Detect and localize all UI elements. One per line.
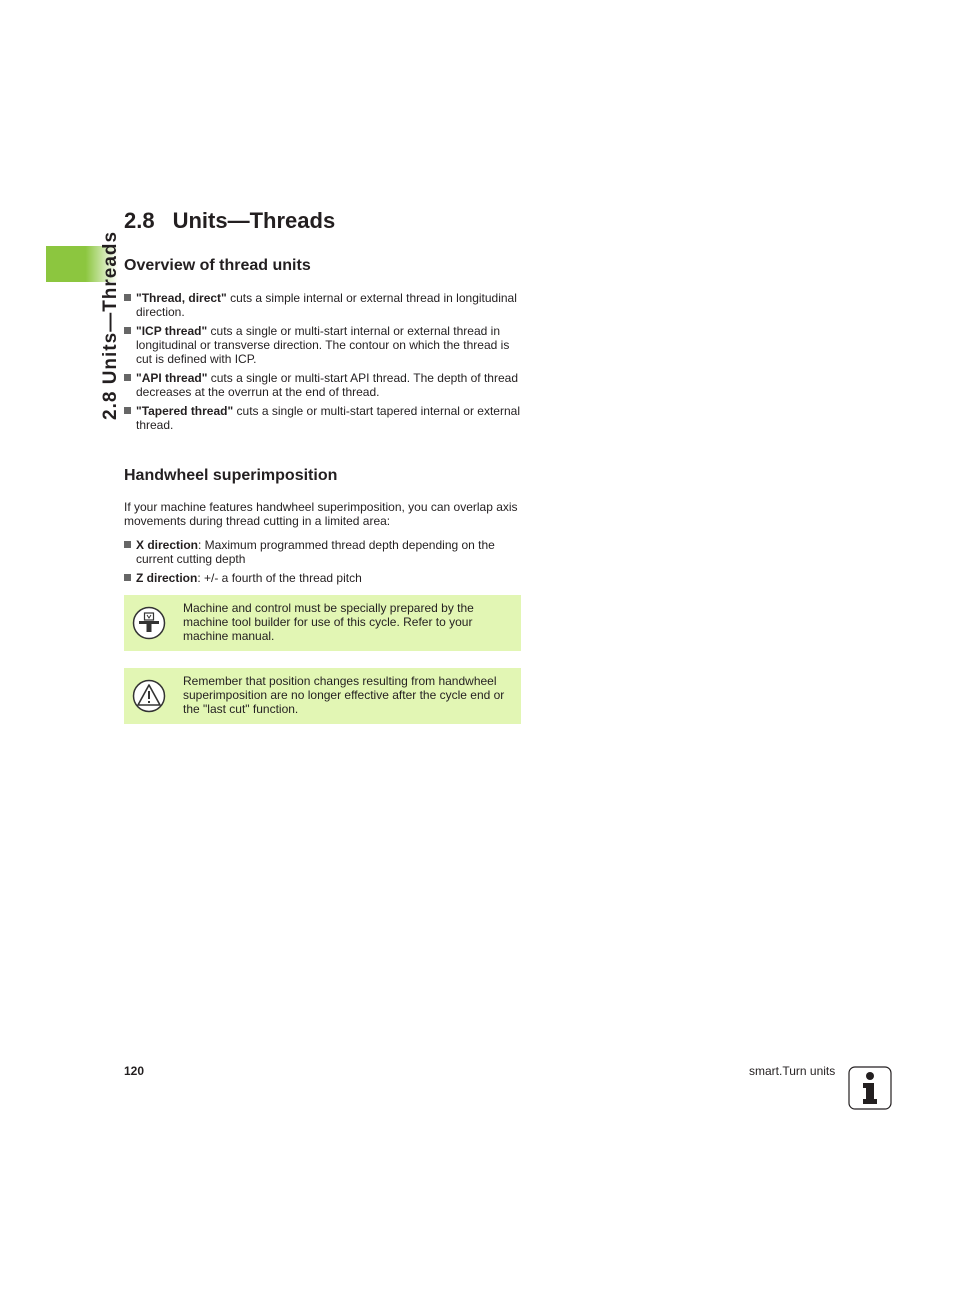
list-item-term: "Tapered thread"	[136, 404, 234, 418]
list-item-text: cuts a single or multi-start internal or external thread in longitudinal or transverse direction. The contour on which the thread is cut is defined with ICP.	[136, 324, 510, 366]
bullet-icon	[124, 407, 131, 414]
list-item	[124, 571, 524, 585]
list-item-term: Z direction	[136, 571, 198, 585]
handwheel-list	[124, 538, 524, 590]
list-item-term: "Thread, direct"	[136, 291, 227, 305]
info-icon	[848, 1066, 892, 1110]
list-item-text: cuts a simple internal or external thread in longitudinal direction.	[136, 291, 517, 319]
footer-title: smart.Turn units	[749, 1064, 836, 1078]
warning-note	[124, 668, 521, 724]
list-item	[124, 291, 524, 319]
overview-list	[124, 291, 524, 437]
side-chapter-title: 2.8 Units—Threads	[100, 230, 121, 420]
list-item-text: : Maximum programmed thread depth depending on the current cutting depth	[136, 538, 495, 566]
note-text: Machine and control must be specially prepared by the machine tool builder for use of this cycle. Refer to your machine manual.	[183, 601, 474, 643]
warning-icon	[132, 679, 166, 713]
list-item-text: cuts a single or multi-start tapered internal or external thread.	[136, 404, 520, 432]
list-item	[124, 404, 524, 432]
machine-tool-icon	[132, 606, 166, 640]
section-number: 2.8	[124, 208, 155, 233]
bullet-icon	[124, 541, 131, 548]
list-item	[124, 324, 524, 366]
section-title	[124, 208, 335, 234]
list-item-term: "ICP thread"	[136, 324, 208, 338]
machine-note	[124, 595, 521, 651]
list-item	[124, 371, 524, 399]
bullet-icon	[124, 574, 131, 581]
bullet-icon	[124, 374, 131, 381]
list-item-text: cuts a single or multi-start API thread. The depth of thread decreases at the overrun at the end of thread.	[136, 371, 519, 399]
list-item-term: X direction	[136, 538, 199, 552]
list-item	[124, 538, 524, 566]
list-item-text: : +/- a fourth of the thread pitch	[197, 571, 362, 585]
overview-heading: Overview of thread units	[124, 257, 311, 274]
note-text: Remember that position changes resulting from handwheel superimposition are no longer effective after the cycle end or the "last cut" function.	[183, 674, 505, 716]
list-item-term: "API thread"	[136, 371, 208, 385]
bullet-icon	[124, 294, 131, 301]
bullet-icon	[124, 327, 131, 334]
page-number: 120	[124, 1064, 145, 1078]
handwheel-heading: Handwheel superimposition	[124, 467, 338, 484]
handwheel-intro: If your machine features handwheel superimposition, you can overlap axis movements during thread cutting in a limited area:	[124, 500, 518, 528]
section-title-text: Units—Threads	[172, 208, 336, 233]
